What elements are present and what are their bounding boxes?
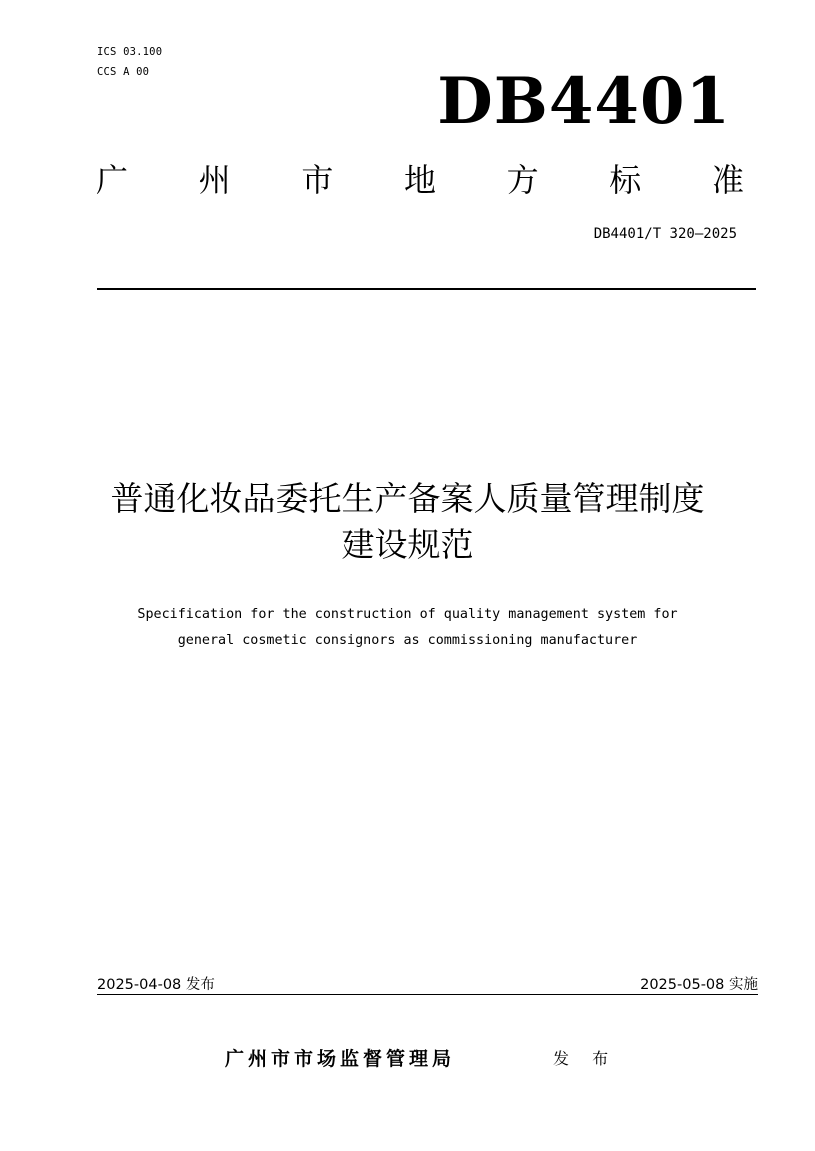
footer-divider [97,994,758,995]
publish-label: 发 布 [553,1049,618,1068]
ics-code: ICS 03.100 [97,46,163,58]
issue-date: 2025-04-08 发布 [97,977,215,993]
english-title-line: general cosmetic consignors as commissioning manufacturer [177,633,638,648]
standard-type-char: 方 [506,161,539,199]
chinese-title [60,476,755,568]
standard-type-char: 广 [96,161,129,199]
header-divider [97,288,756,290]
standard-type-heading [96,158,744,202]
english-title [60,602,755,654]
ccs-code: CCS A 00 [97,66,150,78]
implementation-date: 2025-05-08 实施 [640,977,758,993]
english-title-line: Specification for the construction of quality management system for [137,607,678,622]
standard-type-char: 地 [403,161,436,199]
publisher-name: 广州市市场监督管理局 [225,1048,456,1070]
standard-mark: DB4401 [437,64,731,139]
standard-number: DB4401/T 320—2025 [593,226,737,242]
chinese-title-line: 建设规范 [341,525,474,564]
standard-type-char: 市 [301,161,334,199]
standard-type-char: 州 [198,161,231,199]
chinese-title-line: 普通化妆品委托生产备案人质量管理制度 [110,479,705,518]
classification-codes [97,42,162,82]
standard-type-char: 标 [609,161,642,199]
standard-type-char: 准 [711,161,744,199]
